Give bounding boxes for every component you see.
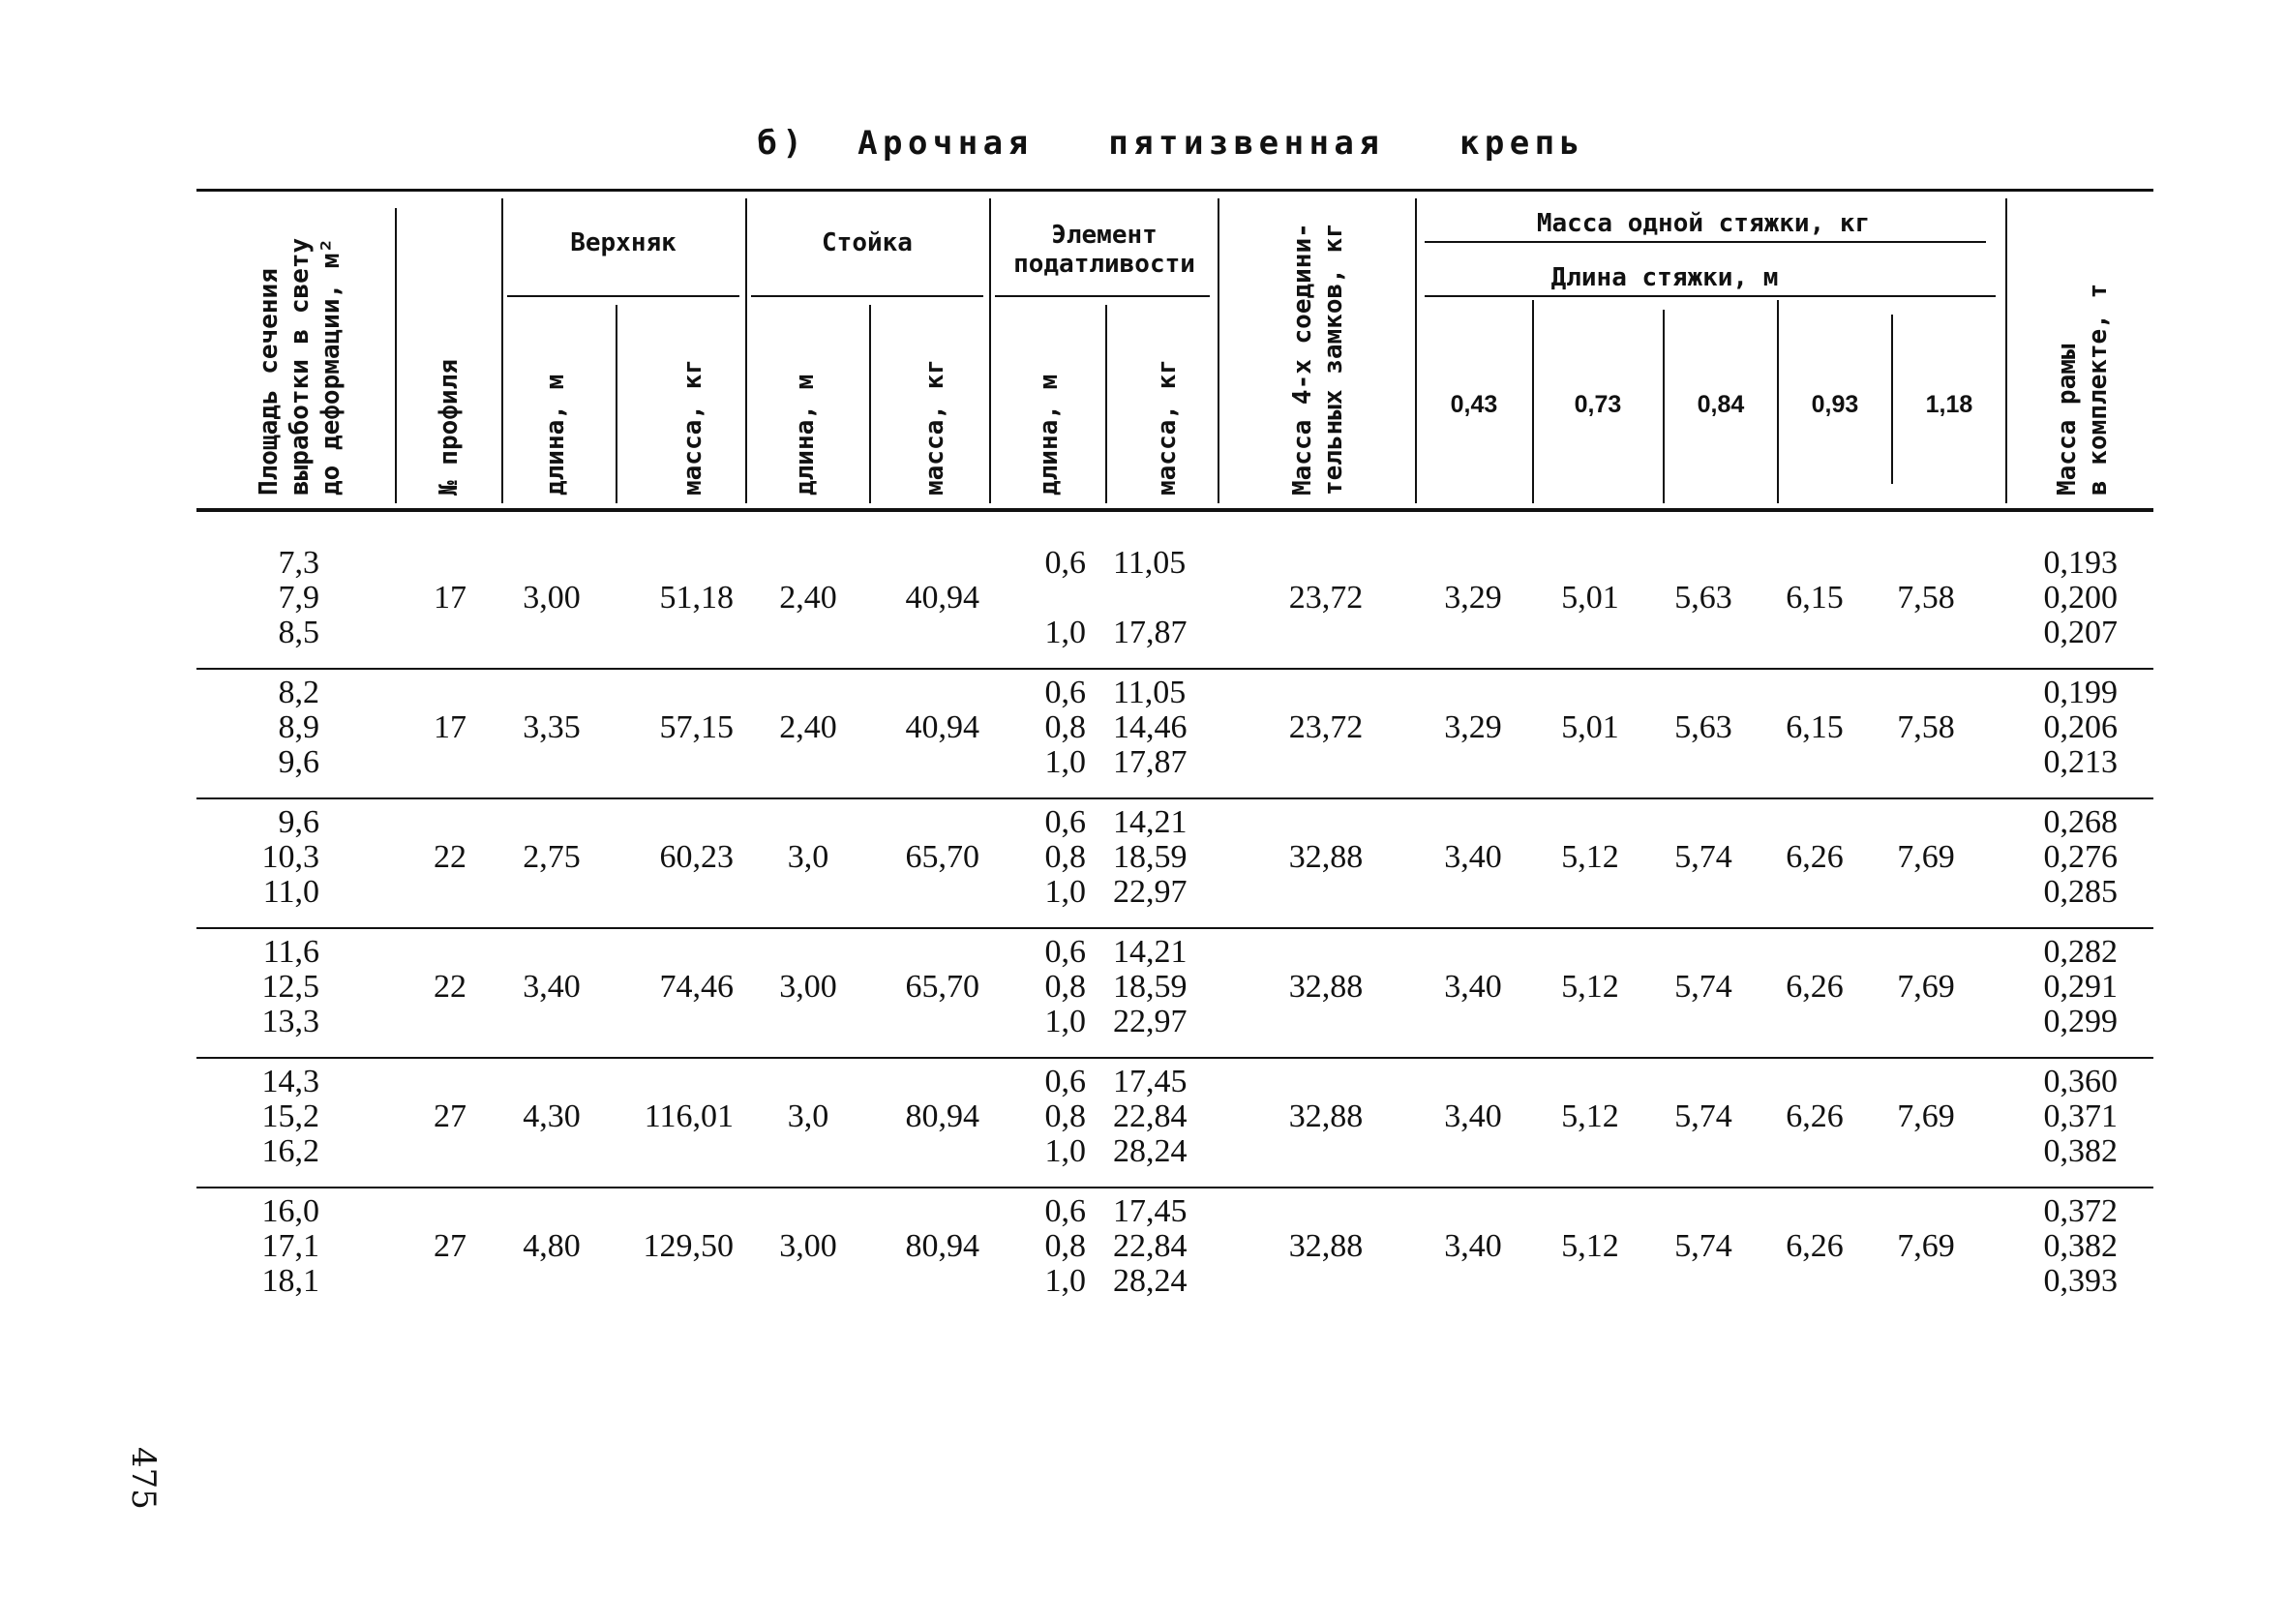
- cell-frame-mass: 0,200: [2043, 580, 2118, 616]
- cell-element-mass: 22,97: [1113, 1004, 1188, 1039]
- header-element-length: длина, м: [1035, 374, 1064, 496]
- row-divider: [196, 927, 2153, 929]
- cell-tie-mass: 3,29: [1444, 580, 1502, 616]
- header-subdivider: [1105, 305, 1107, 503]
- cell-area: 9,6: [278, 744, 319, 780]
- cell-element-mass: 17,45: [1113, 1064, 1188, 1099]
- table-title: б) Арочная пятизвенная крепь: [757, 124, 1585, 163]
- cell-area: 9,6: [278, 804, 319, 840]
- cell-tie-mass: 5,74: [1674, 1098, 1732, 1134]
- header-bottom-rule: [196, 508, 2153, 512]
- cell-element-mass: 14,21: [1113, 804, 1188, 840]
- header-divider: [1415, 198, 1417, 503]
- cell-tie-mass: 7,69: [1897, 969, 1955, 1005]
- cell-verkhnyak-length: 4,30: [523, 1098, 581, 1134]
- cell-element-length: 0,8: [1044, 709, 1086, 745]
- cell-element-length: 0,6: [1044, 545, 1086, 581]
- cell-tie-mass: 5,74: [1674, 1228, 1732, 1264]
- cell-profile: 17: [434, 580, 466, 616]
- header-stoyka-length: длина, м: [791, 374, 820, 496]
- cell-stoyka-mass: 80,94: [905, 1098, 979, 1134]
- cell-tie-mass: 7,69: [1897, 1228, 1955, 1264]
- cell-area: 13,3: [261, 1004, 319, 1039]
- cell-verkhnyak-length: 4,80: [523, 1228, 581, 1264]
- cell-element-length: 1,0: [1044, 615, 1086, 650]
- tie-length-value: 0,93: [1811, 391, 1859, 418]
- cell-tie-mass: 6,26: [1786, 839, 1844, 875]
- cell-element-mass: 17,87: [1113, 744, 1188, 780]
- cell-element-mass: 11,05: [1113, 675, 1187, 710]
- cell-tie-mass: 6,26: [1786, 969, 1844, 1005]
- cell-tie-mass: 7,69: [1897, 839, 1955, 875]
- cell-tie-mass: 6,26: [1786, 1098, 1844, 1134]
- cell-frame-mass: 0,282: [2043, 934, 2118, 970]
- header-divider: [2005, 198, 2007, 503]
- cell-element-mass: 14,46: [1113, 709, 1188, 745]
- cell-area: 15,2: [261, 1098, 319, 1134]
- cell-verkhnyak-mass: 74,46: [659, 969, 734, 1005]
- cell-frame-mass: 0,371: [2043, 1098, 2118, 1134]
- header-divider: [1218, 198, 1219, 503]
- cell-frame-mass: 0,291: [2043, 969, 2118, 1005]
- header-subdivider: [616, 305, 617, 503]
- cell-area: 16,0: [261, 1193, 319, 1229]
- cell-frame-mass: 0,382: [2043, 1228, 2118, 1264]
- header-subrule: [507, 295, 739, 297]
- cell-verkhnyak-mass: 60,23: [659, 839, 734, 875]
- cell-area: 11,6: [262, 934, 319, 970]
- cell-verkhnyak-length: 3,40: [523, 969, 581, 1005]
- cell-profile: 22: [434, 969, 466, 1005]
- cell-profile: 27: [434, 1098, 466, 1134]
- cell-stoyka-length: 3,0: [787, 1098, 829, 1134]
- cell-element-mass: 28,24: [1113, 1133, 1188, 1169]
- header-subrule: [1425, 295, 1996, 297]
- header-tie-length: Длина стяжки, м: [1550, 263, 1779, 292]
- cell-element-mass: 11,05: [1113, 545, 1187, 581]
- header-frame: Масса рамы в комплекте, т: [2053, 283, 2113, 496]
- cell-tie-mass: 6,15: [1786, 709, 1844, 745]
- cell-element-length: 0,6: [1044, 1193, 1086, 1229]
- cell-profile: 27: [434, 1228, 466, 1264]
- cell-tie-mass: 5,01: [1561, 709, 1619, 745]
- cell-locks-mass: 23,72: [1288, 709, 1364, 745]
- cell-stoyka-length: 2,40: [779, 580, 837, 616]
- row-divider: [196, 1057, 2153, 1059]
- cell-tie-mass: 5,63: [1674, 580, 1732, 616]
- cell-verkhnyak-length: 3,35: [523, 709, 581, 745]
- cell-area: 10,3: [261, 839, 319, 875]
- header-subrule: [1425, 241, 1986, 243]
- cell-area: 8,2: [278, 675, 319, 710]
- cell-locks-mass: 32,88: [1288, 969, 1364, 1005]
- header-tie-mass: Масса одной стяжки, кг: [1536, 209, 1871, 238]
- cell-tie-mass: 7,58: [1897, 709, 1955, 745]
- cell-frame-mass: 0,285: [2043, 874, 2118, 910]
- cell-element-length: 1,0: [1044, 874, 1086, 910]
- cell-tie-mass: 5,74: [1674, 839, 1732, 875]
- cell-element-length: 1,0: [1044, 1004, 1086, 1039]
- tie-length-value: 0,73: [1574, 391, 1622, 418]
- cell-area: 7,9: [278, 580, 319, 616]
- cell-area: 16,2: [261, 1133, 319, 1169]
- cell-tie-mass: 5,63: [1674, 709, 1732, 745]
- header-verkhnyak-length: длина, м: [541, 374, 570, 496]
- cell-verkhnyak-length: 3,00: [523, 580, 581, 616]
- header-subdivider: [869, 305, 871, 503]
- header-area: Площадь сечения выработки в свету до деформации, м²: [255, 237, 346, 496]
- cell-verkhnyak-length: 2,75: [523, 839, 581, 875]
- cell-tie-mass: 5,12: [1561, 1228, 1619, 1264]
- tie-length-value: 1,18: [1925, 391, 1973, 418]
- cell-frame-mass: 0,372: [2043, 1193, 2118, 1229]
- cell-frame-mass: 0,207: [2043, 615, 2118, 650]
- cell-element-length: 0,6: [1044, 675, 1086, 710]
- tie-length-value: 0,43: [1450, 391, 1498, 418]
- cell-verkhnyak-mass: 57,15: [659, 709, 734, 745]
- cell-locks-mass: 32,88: [1288, 1228, 1364, 1264]
- cell-verkhnyak-mass: 129,50: [643, 1228, 734, 1264]
- header-subrule: [995, 295, 1210, 297]
- cell-locks-mass: 32,88: [1288, 1098, 1364, 1134]
- cell-stoyka-length: 3,00: [779, 969, 837, 1005]
- cell-element-length: 0,8: [1044, 1098, 1086, 1134]
- cell-frame-mass: 0,199: [2043, 675, 2118, 710]
- cell-locks-mass: 32,88: [1288, 839, 1364, 875]
- cell-area: 12,5: [261, 969, 319, 1005]
- cell-area: 14,3: [261, 1064, 319, 1099]
- cell-element-length: 0,8: [1044, 1228, 1086, 1264]
- cell-element-mass: 17,45: [1113, 1193, 1188, 1229]
- cell-tie-mass: 6,26: [1786, 1228, 1844, 1264]
- cell-tie-mass: 5,01: [1561, 580, 1619, 616]
- header-profile: № профиля: [435, 359, 464, 496]
- cell-area: 18,1: [261, 1263, 319, 1299]
- cell-element-length: 0,8: [1044, 969, 1086, 1005]
- cell-element-mass: 22,97: [1113, 874, 1188, 910]
- cell-tie-mass: 5,12: [1561, 969, 1619, 1005]
- cell-tie-mass: 7,69: [1897, 1098, 1955, 1134]
- cell-area: 8,9: [278, 709, 319, 745]
- row-divider: [196, 668, 2153, 670]
- header-subrule: [751, 295, 983, 297]
- cell-area: 8,5: [278, 615, 319, 650]
- cell-stoyka-mass: 40,94: [905, 709, 979, 745]
- cell-frame-mass: 0,213: [2043, 744, 2118, 780]
- cell-tie-mass: 3,29: [1444, 709, 1502, 745]
- header-divider: [395, 208, 397, 503]
- cell-frame-mass: 0,206: [2043, 709, 2118, 745]
- cell-stoyka-length: 3,0: [787, 839, 829, 875]
- row-divider: [196, 1187, 2153, 1188]
- cell-tie-mass: 3,40: [1444, 969, 1502, 1005]
- cell-tie-mass: 5,74: [1674, 969, 1732, 1005]
- cell-element-length: 1,0: [1044, 1263, 1086, 1299]
- cell-tie-mass: 5,12: [1561, 839, 1619, 875]
- cell-element-mass: 22,84: [1113, 1098, 1188, 1134]
- cell-frame-mass: 0,299: [2043, 1004, 2118, 1039]
- cell-area: 7,3: [278, 545, 319, 581]
- header-locks: Масса 4-х соедини- тельных замков, кг: [1288, 223, 1348, 496]
- cell-verkhnyak-mass: 51,18: [659, 580, 734, 616]
- cell-area: 17,1: [261, 1228, 319, 1264]
- cell-tie-mass: 3,40: [1444, 1228, 1502, 1264]
- cell-stoyka-mass: 65,70: [905, 969, 979, 1005]
- cell-element-mass: 22,84: [1113, 1228, 1188, 1264]
- cell-tie-mass: 6,15: [1786, 580, 1844, 616]
- cell-frame-mass: 0,393: [2043, 1263, 2118, 1299]
- header-verkhnyak: Верхняк: [570, 228, 677, 257]
- cell-area: 11,0: [262, 874, 319, 910]
- cell-element-mass: 18,59: [1113, 839, 1188, 875]
- tie-length-value: 0,84: [1697, 391, 1745, 418]
- header-element: Элемент податливости: [1013, 221, 1195, 279]
- header-stoyka-mass: масса, кг: [920, 359, 949, 496]
- cell-frame-mass: 0,276: [2043, 839, 2118, 875]
- cell-verkhnyak-mass: 116,01: [644, 1098, 734, 1134]
- page-number: 475: [124, 1447, 163, 1510]
- cell-element-length: 0,6: [1044, 804, 1086, 840]
- cell-element-mass: 28,24: [1113, 1263, 1188, 1299]
- cell-element-length: 0,6: [1044, 1064, 1086, 1099]
- cell-tie-mass: 3,40: [1444, 1098, 1502, 1134]
- cell-stoyka-mass: 80,94: [905, 1228, 979, 1264]
- cell-stoyka-mass: 40,94: [905, 580, 979, 616]
- cell-tie-mass: 3,40: [1444, 839, 1502, 875]
- table-top-rule: [196, 189, 2153, 192]
- header-element-mass: масса, кг: [1153, 359, 1182, 496]
- cell-locks-mass: 23,72: [1288, 580, 1364, 616]
- cell-element-length: 0,8: [1044, 839, 1086, 875]
- cell-frame-mass: 0,360: [2043, 1064, 2118, 1099]
- header-verkhnyak-mass: масса, кг: [678, 359, 707, 496]
- cell-profile: 22: [434, 839, 466, 875]
- cell-tie-mass: 7,58: [1897, 580, 1955, 616]
- cell-tie-mass: 5,12: [1561, 1098, 1619, 1134]
- cell-element-mass: 17,87: [1113, 615, 1188, 650]
- cell-element-length: 1,0: [1044, 1133, 1086, 1169]
- cell-element-length: 0,6: [1044, 934, 1086, 970]
- cell-stoyka-length: 3,00: [779, 1228, 837, 1264]
- cell-frame-mass: 0,193: [2043, 545, 2118, 581]
- cell-frame-mass: 0,382: [2043, 1133, 2118, 1169]
- cell-stoyka-length: 2,40: [779, 709, 837, 745]
- row-divider: [196, 797, 2153, 799]
- cell-frame-mass: 0,268: [2043, 804, 2118, 840]
- cell-element-length: 1,0: [1044, 744, 1086, 780]
- cell-element-mass: 18,59: [1113, 969, 1188, 1005]
- cell-stoyka-mass: 65,70: [905, 839, 979, 875]
- cell-element-mass: 14,21: [1113, 934, 1188, 970]
- header-stoyka: Стойка: [822, 228, 913, 257]
- cell-profile: 17: [434, 709, 466, 745]
